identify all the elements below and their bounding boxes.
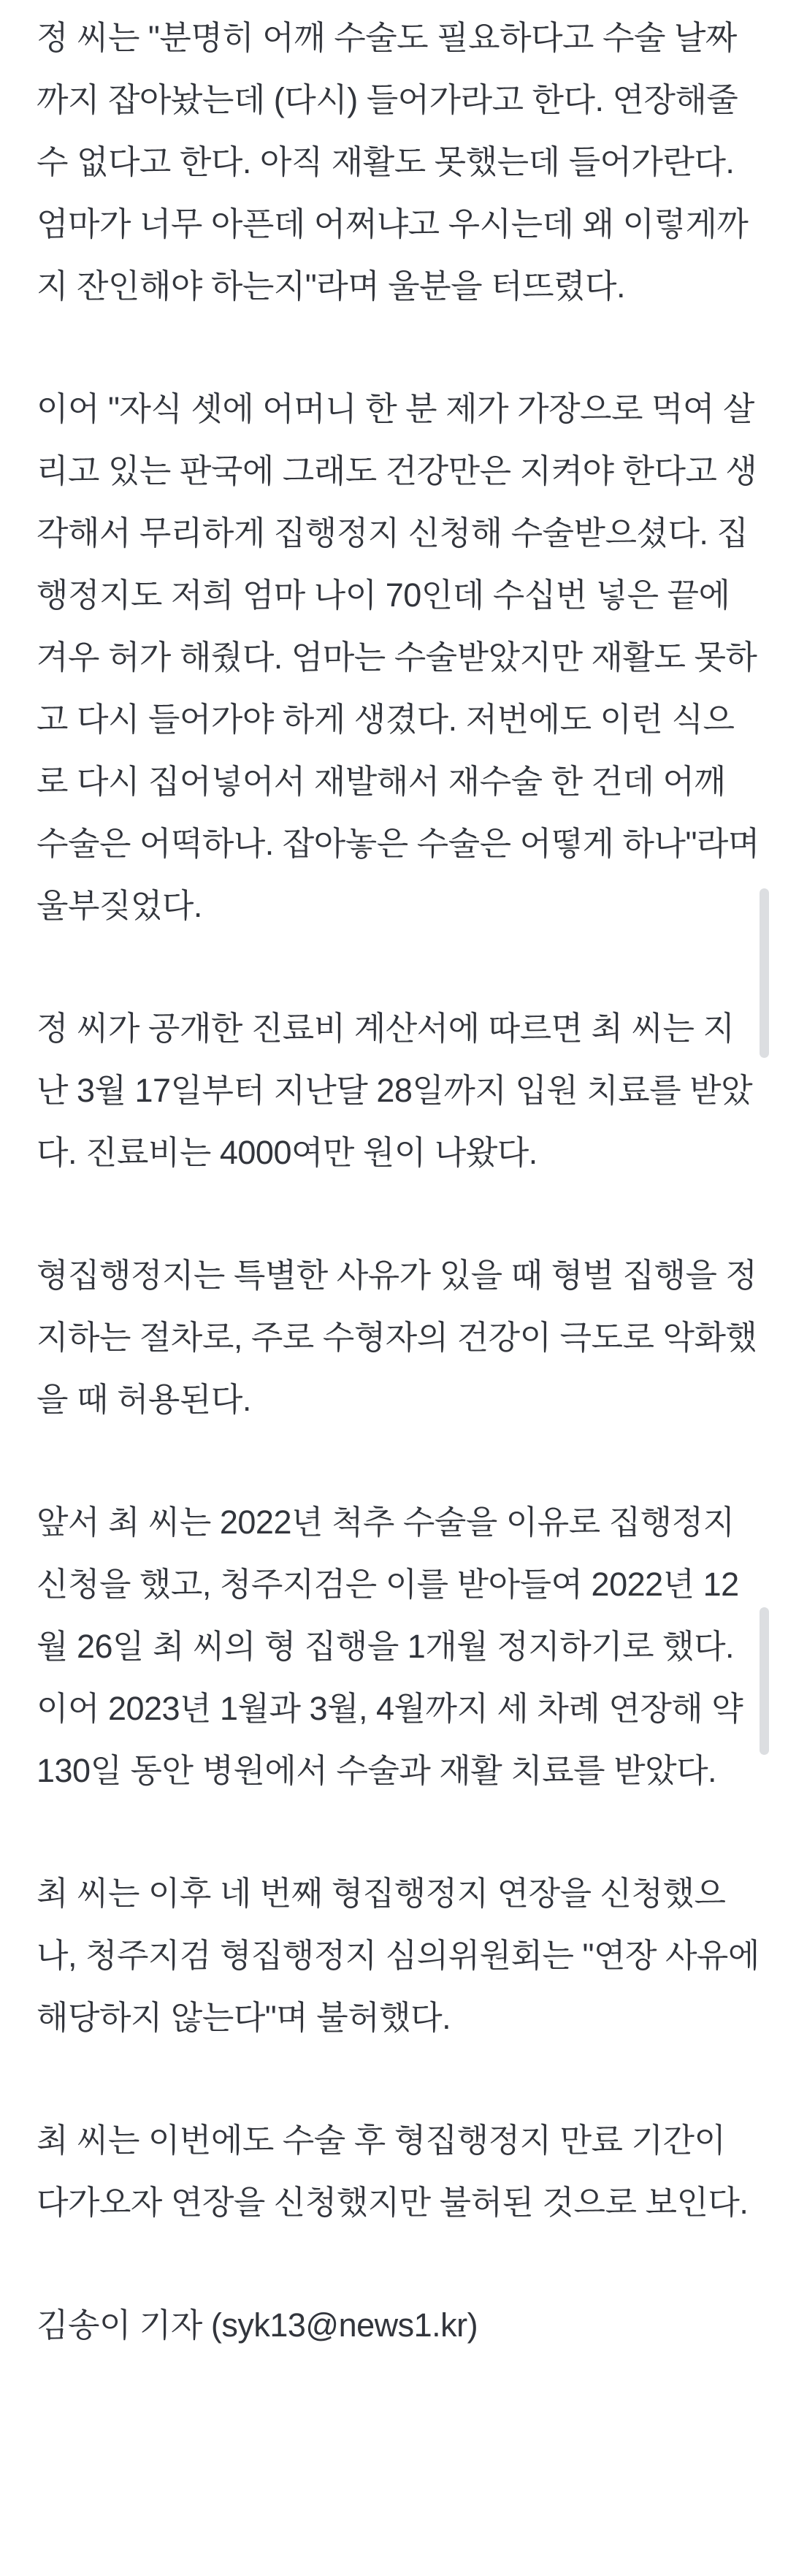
article-paragraph-5: 앞서 최 씨는 2022년 척추 수술을 이유로 집행정지 신청을 했고, 청주지검은 이를 받아들여 2022년 12월 26일 최 씨의 형 집행을 1개월 정지하기로 했다. 이어 2023년 1월과 3월, 4월까지 세 차례 연장해 약 130일 동안 병원에서 수술과 재활 치료를 받았다. xyxy=(37,1504,743,1789)
article-paragraph-3: 정 씨가 공개한 진료비 계산서에 따르면 최 씨는 지난 3월 17일부터 지난달 28일까지 입원 치료를 받았다. 진료비는 4000여만 원이 나왔다. xyxy=(37,1010,753,1171)
article-paragraph-4: 형집행정지는 특별한 사유가 있을 때 형벌 집행을 정지하는 절차로, 주로 수형자의 건강이 극도로 악화했을 때 허용된다. xyxy=(37,1257,757,1418)
article-paragraph-7: 최 씨는 이번에도 수술 후 형집행정지 만료 기간이 다가오자 연장을 신청했지만 불허된 것으로 보인다. xyxy=(37,2122,749,2221)
article-paragraph-6: 최 씨는 이후 네 번째 형집행정지 연장을 신청했으나, 청주지검 형집행정지 심의위원회는 "연장 사유에 해당하지 않는다"며 불허했다. xyxy=(37,1875,760,2036)
scrollbar-thumb-lower[interactable] xyxy=(760,1607,769,1755)
article-byline: 김송이 기자 (syk13@news1.kr) xyxy=(37,2306,478,2344)
article-body xyxy=(37,7,763,2356)
scrollbar-thumb-upper[interactable] xyxy=(760,888,769,1058)
article-paragraph-2: 이어 "자식 셋에 어머니 한 분 제가 가장으로 먹여 살리고 있는 판국에 그래도 건강만은 지켜야 한다고 생각해서 무리하게 집행정지 신청해 수술받으셨다. 집행정지도 저희 엄마 나이 70인데 수십번 넣은 끝에 겨우 허가 해줬다. 엄마는 수술받았지만 재활도 못하고 다시 들어가야 하게 생겼다. 저번에도 이런 식으로 다시 집어넣어서 재발해서 재수술 한 건데 어깨 수술은 어떡하나. 잡아놓은 수술은 어떻게 하나"라며 울부짖었다. xyxy=(37,390,760,924)
article-paragraph-1: 정 씨는 "분명히 어깨 수술도 필요하다고 수술 날짜까지 잡아놨는데 (다시) 들어가라고 한다. 연장해줄 수 없다고 한다. 아직 재활도 못했는데 들어가란다. 엄마가 너무 아픈데 어쩌냐고 우시는데 왜 이렇게까지 잔인해야 하는지"라며 울분을 터뜨렸다. xyxy=(37,19,749,305)
